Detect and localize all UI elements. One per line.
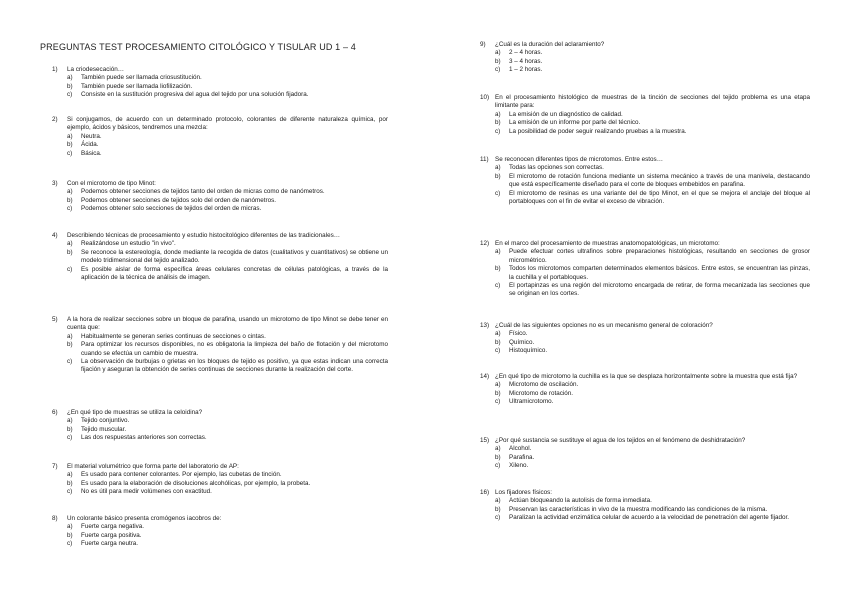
question-10 <box>480 94 810 136</box>
option-b <box>52 480 388 488</box>
option-text: Xileno. <box>509 462 529 470</box>
option-label: c) <box>67 540 73 548</box>
question-statement: A la hora de realizar secciones sobre un bloque de parafina, usando un microtomo de tipo Minot se debe tener en cuenta que: <box>67 316 388 332</box>
question-number: 10) <box>480 94 490 101</box>
question-number: 12) <box>480 240 490 247</box>
option-b <box>480 58 810 66</box>
option-text: Paralizan la actividad enzimática celular de acuerdo a la velocidad de penetración del agente fijador. <box>509 514 790 522</box>
option-c <box>52 434 388 442</box>
question-number: 11) <box>480 156 489 163</box>
option-b <box>480 173 810 190</box>
option-label: c) <box>495 66 501 74</box>
option-text: Podemos obtener solo secciones de tejidos del orden de micras. <box>81 205 262 213</box>
option-a <box>52 188 388 196</box>
options-list <box>52 523 388 548</box>
option-a <box>480 330 810 338</box>
question-statement: Los fijadores físicos: <box>495 489 553 496</box>
option-b <box>52 197 388 205</box>
question-text <box>480 156 810 164</box>
question-text <box>480 322 810 330</box>
question-3 <box>52 180 388 214</box>
question-statement: Si conjugamos, de acuerdo con un determinado protocolo, colorantes de diferente naturaleza química, por ejemplo, ácidos y básicos, tendremos una mezcla: <box>67 116 388 132</box>
question-number: 16) <box>480 489 490 496</box>
option-b <box>480 390 810 398</box>
option-text: Habitualmente se generan series continuas de secciones o cintas. <box>81 332 266 340</box>
option-b <box>52 83 388 91</box>
option-text: 2 – 4 horas. <box>509 49 543 57</box>
question-statement: En el procesamiento histológico de muestras de la tinción de secciones del tejido problema es una etapa limitante para: <box>495 94 810 110</box>
question-text <box>480 94 810 111</box>
option-label: a) <box>67 471 73 479</box>
option-text: Realizándose un estudio "in vivo". <box>81 240 176 248</box>
option-label: b) <box>495 338 501 346</box>
option-text: 3 – 4 horas. <box>509 57 543 65</box>
question-statement: ¿Cuál es la duración del aclaramiento? <box>495 41 605 48</box>
option-text: Histoquímico. <box>509 347 548 355</box>
option-a <box>52 74 388 82</box>
option-text: El portapinzas es una región del microtomo encargada de retirar, de forma mecanizada las secciones que se originan en los cortes. <box>509 282 810 298</box>
option-text: Consiste en la sustitución progresiva del agua del tejido por una solución fijadora. <box>81 91 309 99</box>
options-list <box>52 133 388 158</box>
option-c <box>480 190 810 207</box>
option-label: a) <box>495 110 501 118</box>
question-2 <box>52 116 388 158</box>
option-c <box>52 91 388 99</box>
option-a <box>52 417 388 425</box>
option-label: b) <box>495 119 501 127</box>
options-list <box>480 164 810 206</box>
option-text: Físico. <box>509 330 528 338</box>
option-b <box>52 249 388 266</box>
question-statement: Un colorante básico presenta cromógenos iacobros de: <box>67 515 222 522</box>
option-text: No es útil para medir volúmenes con exactitud. <box>81 488 212 496</box>
question-number: 9) <box>480 41 486 48</box>
option-label: c) <box>495 398 501 406</box>
option-label: a) <box>495 381 501 389</box>
option-text: Todas las opciones son correctas. <box>509 164 604 172</box>
option-a <box>52 471 388 479</box>
option-label: b) <box>495 453 501 461</box>
option-text: Podemos obtener secciones de tejidos tanto del orden de micras como de nanómetros. <box>81 188 325 196</box>
option-c <box>480 514 810 522</box>
option-label: a) <box>495 164 501 172</box>
option-text: También puede ser llamada criosustitución. <box>81 74 202 82</box>
options-list <box>52 74 388 99</box>
question-number: 7) <box>52 463 58 470</box>
option-label: c) <box>495 189 501 197</box>
option-text: Tejido conjuntivo. <box>81 417 130 425</box>
option-a <box>52 133 388 141</box>
option-c <box>480 128 810 136</box>
option-label: c) <box>495 347 501 355</box>
option-text: Fuerte carga neutra. <box>81 540 139 548</box>
option-b <box>480 339 810 347</box>
option-text: La posibilidad de poder seguir realizando pruebas a la muestra. <box>509 127 687 135</box>
question-12 <box>480 240 810 299</box>
option-b <box>52 532 388 540</box>
option-label: a) <box>495 445 501 453</box>
question-statement: Describiendo técnicas de procesamiento y estudio histocitológico diferentes de las tradicionales… <box>67 232 341 239</box>
option-text: Químico. <box>509 338 535 346</box>
option-label: b) <box>67 479 73 487</box>
question-number: 2) <box>52 116 58 123</box>
option-c <box>480 398 810 406</box>
option-label: a) <box>67 332 73 340</box>
question-statement: ¿Cuál de las siguientes opciones no es un mecanismo general de coloración? <box>495 322 713 329</box>
question-text <box>52 515 388 523</box>
option-a <box>480 497 810 505</box>
option-label: c) <box>67 91 73 99</box>
question-7 <box>52 463 388 497</box>
question-9 <box>480 41 810 75</box>
option-text: Tejido muscular. <box>81 425 127 433</box>
question-statement: ¿En qué tipo de microtomo la cuchilla es la que se desplaza horizontalmente sobre la muestra que está fija? <box>495 373 798 380</box>
question-number: 3) <box>52 180 58 187</box>
option-label: c) <box>67 149 73 157</box>
options-list <box>480 49 810 74</box>
option-label: c) <box>67 205 73 213</box>
option-a <box>480 111 810 119</box>
option-text: Microtomo de oscilación. <box>509 381 579 389</box>
option-label: a) <box>67 74 73 82</box>
option-label: c) <box>495 127 501 135</box>
option-label: a) <box>67 240 73 248</box>
question-text <box>52 116 388 133</box>
option-c <box>480 282 810 299</box>
option-label: b) <box>67 425 73 433</box>
option-text: El microtomo de resinas es una variante del de tipo Minot, en el que se mejora el anclaje del bloque al portabloques con el fin de evitar el exceso de vibración. <box>509 189 810 206</box>
question-number: 14) <box>480 373 490 380</box>
option-a <box>52 523 388 531</box>
option-b <box>52 426 388 434</box>
question-statement: Se reconocen diferentes tipos de microtomos. Entre estos… <box>495 156 663 163</box>
options-list <box>480 111 810 136</box>
option-text: 1 – 2 horas. <box>509 66 543 74</box>
option-label: a) <box>495 248 501 256</box>
option-a <box>480 164 810 172</box>
question-number: 6) <box>52 409 58 416</box>
options-list <box>52 471 388 496</box>
option-c <box>52 488 388 496</box>
question-statement: El material volumétrico que forma parte del laboratorio de AP: <box>67 463 239 470</box>
option-c <box>52 358 388 375</box>
option-text: Fuerte carga positiva. <box>81 531 142 539</box>
question-8 <box>52 515 388 549</box>
question-number: 8) <box>52 515 58 522</box>
option-label: b) <box>67 196 73 204</box>
question-number: 4) <box>52 232 58 239</box>
question-text <box>52 409 388 417</box>
question-6 <box>52 409 388 443</box>
question-text <box>480 437 810 445</box>
options-list <box>52 188 388 213</box>
option-text: Es usado para contener colorantes. Por ejemplo, las cubetas de tinción. <box>81 471 282 479</box>
option-text: La emisión de un informe por parte del técnico. <box>509 119 641 127</box>
option-label: a) <box>495 49 501 57</box>
option-text: La observación de burbujas o grietas en los bloques de tejido es positivo, ya que estas indican una correcta fijación y aseguran la obtención de series continuas de secciones durante la realización del corte. <box>81 358 388 374</box>
options-list <box>480 381 810 406</box>
option-text: Ultramicrotomo. <box>509 398 554 406</box>
option-label: b) <box>67 531 73 539</box>
question-number: 5) <box>52 316 58 323</box>
question-text <box>480 41 810 49</box>
option-c <box>52 266 388 283</box>
option-label: b) <box>67 141 73 149</box>
option-label: c) <box>495 462 501 470</box>
option-label: a) <box>67 132 73 140</box>
option-text: Parafina. <box>509 453 535 461</box>
option-text: Podemos obtener secciones de tejidos solo del orden de nanómetros. <box>81 196 276 204</box>
option-text: Microtomo de rotación. <box>509 389 574 397</box>
option-c <box>52 150 388 158</box>
option-label: b) <box>67 341 73 349</box>
question-text <box>480 489 810 497</box>
option-text: Se reconoce la estereología, donde mediante la recogida de datos (cualitativos y cuantitativos) se obtiene un modelo tridimensional del tejido analizado. <box>81 248 388 265</box>
option-a <box>52 240 388 248</box>
option-b <box>480 454 810 462</box>
question-text <box>52 232 388 240</box>
question-14 <box>480 373 810 407</box>
question-number: 13) <box>480 322 490 329</box>
question-text <box>52 463 388 471</box>
options-list <box>52 333 388 375</box>
option-label: b) <box>495 265 501 273</box>
option-label: b) <box>67 248 73 256</box>
question-5 <box>52 316 388 375</box>
option-label: b) <box>67 82 73 90</box>
question-statement: En el marco del procesamiento de muestras anatomopatológicas, un microtomo: <box>495 240 720 247</box>
option-b <box>52 141 388 149</box>
option-c <box>480 347 810 355</box>
option-text: Básica. <box>81 149 102 157</box>
options-list <box>480 445 810 470</box>
question-statement: ¿Por qué sustancia se sustituye el agua de los tejidos en el fenómeno de deshidratación? <box>495 437 746 444</box>
option-label: c) <box>67 434 73 442</box>
option-a <box>480 49 810 57</box>
option-text: Ácida. <box>81 141 99 149</box>
options-list <box>52 417 388 442</box>
option-label: a) <box>67 188 73 196</box>
question-statement: ¿En qué tipo de muestras se utiliza la celoidina? <box>67 409 203 416</box>
option-text: Neutra. <box>81 132 102 140</box>
options-list <box>480 330 810 355</box>
options-list <box>480 248 810 298</box>
option-label: c) <box>495 514 501 522</box>
question-statement: Con el microtomo de tipo Minot: <box>67 180 156 187</box>
option-label: c) <box>67 358 73 366</box>
option-a <box>480 381 810 389</box>
question-text <box>52 66 388 74</box>
option-label: b) <box>495 389 501 397</box>
option-label: b) <box>495 57 501 65</box>
option-text: Para optimizar los recursos disponibles, no es obligatoria la limpieza del baño de flotación y del microtomo cuando se efectúa un cambio de muestra. <box>81 341 388 357</box>
question-13 <box>480 322 810 356</box>
question-text <box>480 240 810 248</box>
option-text: Todos los microtomos comparten determinados elementos básicos. Entre estos, se encuentran las pinzas, la cuchilla y el portabloques. <box>509 265 810 281</box>
option-text: El microtomo de rotación funciona mediante un sistema mecánico a través de una manivela, destacando que está específicamente diseñado para el corte de bloques embebidos en parafina. <box>509 172 810 189</box>
option-label: c) <box>67 488 73 496</box>
question-11 <box>480 156 810 206</box>
page-title: PREGUNTAS TEST PROCESAMIENTO CITOLÓGICO Y TISULAR UD 1 – 4 <box>40 42 356 52</box>
question-text <box>52 180 388 188</box>
option-text: Alcohol. <box>509 445 532 453</box>
option-label: a) <box>495 330 501 338</box>
option-label: b) <box>495 505 501 513</box>
question-number: 15) <box>480 437 490 444</box>
option-a <box>480 445 810 453</box>
option-label: a) <box>495 497 501 505</box>
option-text: Fuerte carga negativa. <box>81 523 145 531</box>
option-label: a) <box>67 523 73 531</box>
option-text: También puede ser llamada liofilización. <box>81 82 193 90</box>
option-text: La emisión de un diagnóstico de calidad. <box>509 110 623 118</box>
options-list <box>52 240 388 282</box>
option-text: Puede efectuar cortes ultrafinos sobre preparaciones histológicas, resultando en secciones de grosor micrométrico. <box>509 248 810 264</box>
option-b <box>480 119 810 127</box>
option-label: c) <box>495 282 501 290</box>
option-label: c) <box>67 265 73 273</box>
question-16 <box>480 489 810 523</box>
question-statement: La criodesecación… <box>67 66 125 73</box>
option-text: Es usado para la elaboración de disoluciones alcohólicas, por ejemplo, la probeta. <box>81 479 311 487</box>
option-a <box>52 333 388 341</box>
option-c <box>52 540 388 548</box>
option-text: Preservan las características in vivo de la muestra modificando las condiciones de la misma. <box>509 505 768 513</box>
option-label: b) <box>495 172 501 180</box>
question-1 <box>52 66 388 100</box>
option-text: Actúan bloqueando la autolisis de forma inmediata. <box>509 497 652 505</box>
question-number: 1) <box>52 66 58 73</box>
question-text <box>480 373 810 381</box>
options-list <box>480 497 810 522</box>
option-c <box>480 462 810 470</box>
option-b <box>52 341 388 358</box>
option-text: Las dos respuestas anteriores son correctas. <box>81 434 207 442</box>
option-text: Es posible aislar de forma específica áreas celulares concretas de células patológicas, a través de la aplicación de la técnica de análisis de imagen. <box>81 265 388 282</box>
question-4 <box>52 232 388 282</box>
option-a <box>480 248 810 265</box>
question-15 <box>480 437 810 471</box>
option-label: a) <box>67 417 73 425</box>
option-c <box>480 66 810 74</box>
question-text <box>52 316 388 333</box>
option-b <box>480 506 810 514</box>
option-c <box>52 205 388 213</box>
option-b <box>480 265 810 282</box>
